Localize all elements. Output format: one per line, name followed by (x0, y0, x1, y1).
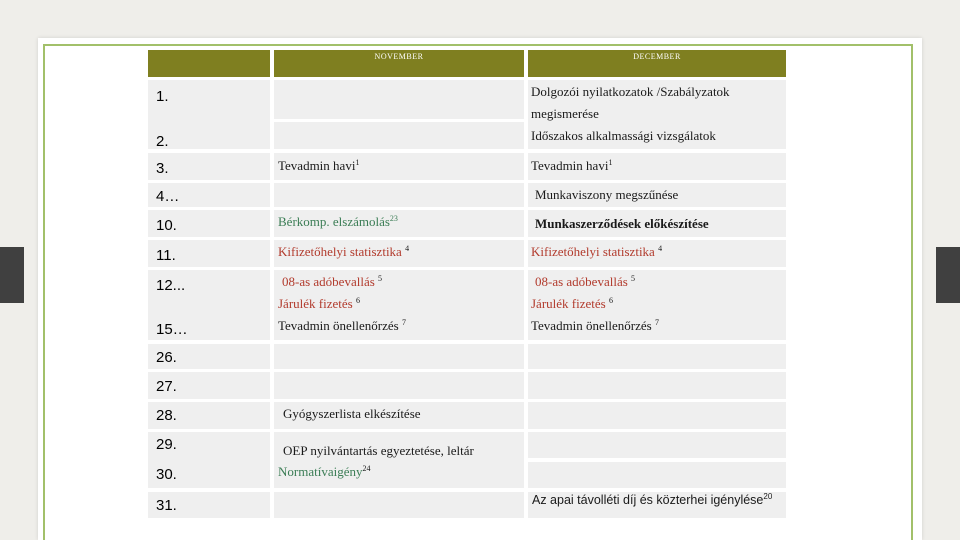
dec-dolgozoi-1: Dolgozói nyilatkozatok /Szabályzatok (531, 84, 730, 99)
row-number: 1. (156, 88, 169, 105)
row-number: 28. (156, 407, 177, 424)
dec-apai: Az apai távolléti díj és közterhei igénylése$^{20}$ (532, 492, 773, 507)
nov-kifizetohelyi: Kifizetőhelyi statisztika $^4$ (278, 244, 410, 259)
cell (274, 183, 524, 207)
row-number: 2. (156, 133, 169, 150)
nov-berkomp: Bérkomp. elszámolás$^{23}$ (278, 214, 398, 229)
cell (274, 122, 524, 149)
dec-adobevallas: 08-as adóbevallás $^5$ (535, 274, 636, 289)
nov-gyogyszerlista: Gyógyszerlista elkészítése (283, 406, 421, 421)
dec-onellenorzes: Tevadmin önellenőrzés $^7$ (531, 318, 659, 333)
dec-dolgozoi-2: megismerése (531, 106, 599, 121)
cell (274, 344, 524, 369)
dec-jarulek: Járulék fizetés $^6$ (531, 296, 613, 311)
cell (528, 402, 786, 429)
nov-adobevallas: 08-as adóbevallás $^5$ (282, 274, 383, 289)
row-number: 11. (156, 247, 176, 264)
header-november: NOVEMBER (374, 52, 424, 61)
header-cell-empty (148, 50, 270, 77)
row-number: 10. (156, 217, 177, 234)
cell (528, 432, 786, 458)
row-number: 30. (156, 466, 177, 483)
dec-munkaviszony: Munkaviszony megszűnése (535, 187, 679, 202)
nov-jarulek: Járulék fizetés $^6$ (278, 296, 360, 311)
row-number: 15… (156, 321, 188, 338)
header-december: DECEMBER (633, 52, 681, 61)
nov-oep: OEP nyilvántartás egyeztetése, leltár (283, 443, 474, 458)
cell (274, 492, 524, 518)
dec-munkaszerzodes: Munkaszerződések előkészítése (535, 216, 709, 231)
row-number: 3. (156, 160, 169, 177)
row-number: 4… (156, 188, 180, 205)
nov-normativ: Normatívaigény$^{24}$ (278, 464, 371, 479)
cell (528, 462, 786, 488)
cell (528, 344, 786, 369)
nov-onellenorzes: Tevadmin önellenőrzés $^7$ (278, 318, 406, 333)
dec-idoszakos: Időszakos alkalmassági vizsgálatok (531, 128, 716, 143)
nov-tevadmin-havi: Tevadmin havi$^1$ (278, 158, 360, 173)
row-number: 12... (156, 277, 186, 294)
dec-tevadmin-havi: Tevadmin havi$^1$ (531, 158, 613, 173)
cell (528, 372, 786, 399)
dec-kifizetohelyi: Kifizetőhelyi statisztika $^4$ (531, 244, 663, 259)
row-number: 31. (156, 497, 177, 514)
cell (274, 372, 524, 399)
row-number: 26. (156, 349, 177, 366)
row-number: 29. (156, 436, 177, 453)
row-number: 27. (156, 378, 177, 395)
cell (274, 80, 524, 119)
